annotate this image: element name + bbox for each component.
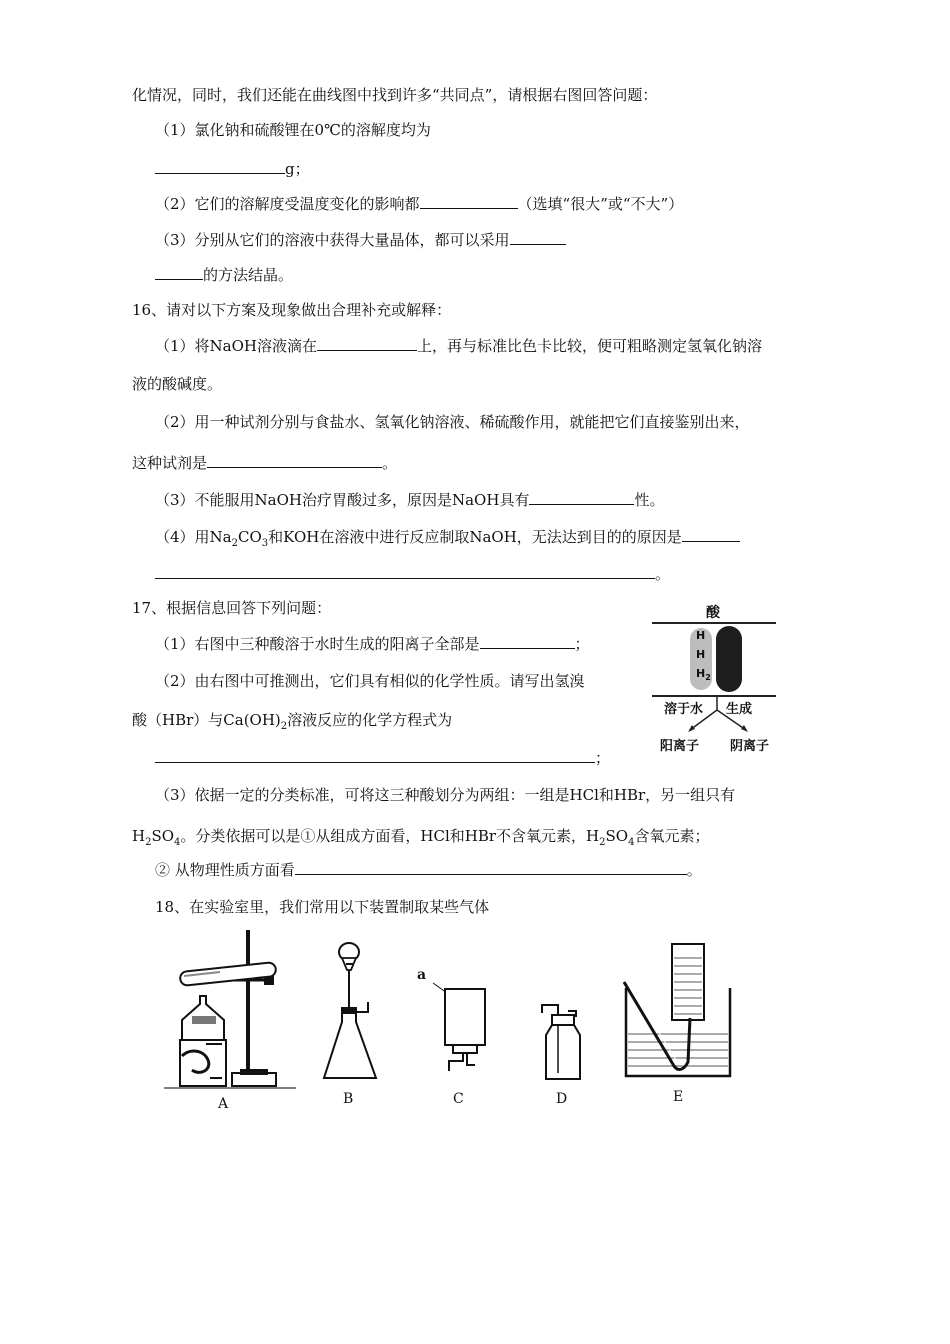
q16-part4-cont: 。 (155, 563, 670, 584)
apparatus-c (425, 975, 495, 1080)
q15-part3-cont: 的方法结晶。 (155, 264, 293, 285)
acid-diagram-title: 酸 (706, 605, 720, 621)
apparatus-c-port-label: a (417, 967, 427, 983)
q15-part1-answer: g； (155, 158, 310, 179)
q16-blank-1[interactable] (317, 335, 417, 351)
capsule-h-3: $H_2$ (696, 667, 711, 683)
acid-diagram-top-line (652, 622, 776, 624)
q16-part4: （4）用$Na_2CO_3$和KOH在溶液中进行反应制取NaOH，无法达到目的的原因是 (155, 526, 740, 547)
q16-blank-4b[interactable] (155, 563, 655, 579)
q16-part1-cont: 液的酸碱度。 (132, 375, 223, 393)
q17-part3-cont: $H_2SO_4$。分类依据可以是①从组成方面看，HCl和HBr不含氧元素，$H_2SO_4$含氧元素； (132, 827, 710, 848)
apparatus-d (538, 1003, 588, 1083)
anion-label: 阴离子 (730, 739, 770, 754)
q17-part2-answer: ； (155, 747, 610, 768)
capsule-h-1: H (696, 629, 706, 642)
q15-blank-2[interactable] (420, 193, 518, 209)
q17-blank-2[interactable] (155, 747, 595, 763)
apparatus-e (618, 938, 738, 1078)
apparatus-c-label: C (453, 1091, 464, 1107)
q18-title: 18、在实验室里，我们常用以下装置制取某些气体 (155, 898, 490, 916)
q16-part1: （1）将NaOH溶液滴在 上，再与标准比色卡比较，便可粗略测定氢氧化钠溶 (155, 337, 763, 355)
q15-blank-1[interactable] (155, 158, 285, 174)
q15-blank-3b[interactable] (155, 264, 203, 280)
apparatus-a (160, 928, 300, 1093)
q15-part1: （1）氯化钠和硫酸锂在0℃的溶解度均为 (155, 121, 431, 139)
q15-blank-3a[interactable] (510, 229, 566, 245)
apparatus-a-label: A (218, 1096, 229, 1112)
q16-blank-3[interactable] (529, 489, 634, 505)
q15-part3: （3）分别从它们的溶液中获得大量晶体，都可以采用 (155, 229, 566, 250)
q15-part2: （2）它们的溶解度受温度变化的影响都 （选填“很大”或“不大”） (155, 195, 684, 213)
q16-blank-4a[interactable] (682, 526, 740, 542)
q16-part2-cont: 这种试剂是 。 (132, 454, 398, 472)
q16-part2: （2）用一种试剂分别与食盐水、氢氧化钠溶液、稀硫酸作用，就能把它们直接鉴别出来， (155, 413, 750, 431)
q17-part2-cont: 酸（HBr）与$Ca(OH)_2$溶液反应的化学方程式为 (132, 711, 453, 732)
acid-diagram (650, 604, 780, 754)
q17-part2: （2）由右图中可推测出，它们具有相似的化学性质。请写出氢溴 (155, 672, 585, 690)
apparatus-b (322, 938, 382, 1088)
q15-intro: 化情况，同时，我们还能在曲线图中找到许多“共同点”，请根据右图回答问题： (132, 86, 658, 104)
q17-blank-1[interactable] (480, 633, 575, 649)
q17-part3-physical: ② 从物理性质方面看 。 (155, 861, 702, 879)
capsule-h-2: H (696, 648, 706, 661)
dissolve-in-water-label: 溶于水 (664, 702, 704, 717)
apparatus-b-label: B (343, 1091, 354, 1107)
q17-title: 17、根据信息回答下列问题： (132, 599, 332, 617)
produce-label: 生成 (726, 702, 753, 717)
q17-part1: （1）右图中三种酸溶于水时生成的阳离子全部是 ； (155, 635, 590, 653)
q16-title: 16、请对以下方案及现象做出合理补充或解释： (132, 301, 452, 319)
q16-blank-2[interactable] (207, 452, 382, 468)
apparatus-d-label: D (556, 1091, 568, 1107)
q17-blank-3[interactable] (295, 859, 687, 875)
ion-arrows (650, 696, 780, 736)
cation-label: 阳离子 (660, 739, 700, 754)
acid-radical-capsule (716, 626, 742, 692)
q16-part3: （3）不能服用NaOH治疗胃酸过多，原因是NaOH具有 性。 (155, 491, 665, 509)
apparatus-e-label: E (673, 1089, 684, 1105)
q17-part3: （3）依据一定的分类标准，可将这三种酸划分为两组：一组是HCl和HBr，另一组只有 (155, 786, 736, 804)
